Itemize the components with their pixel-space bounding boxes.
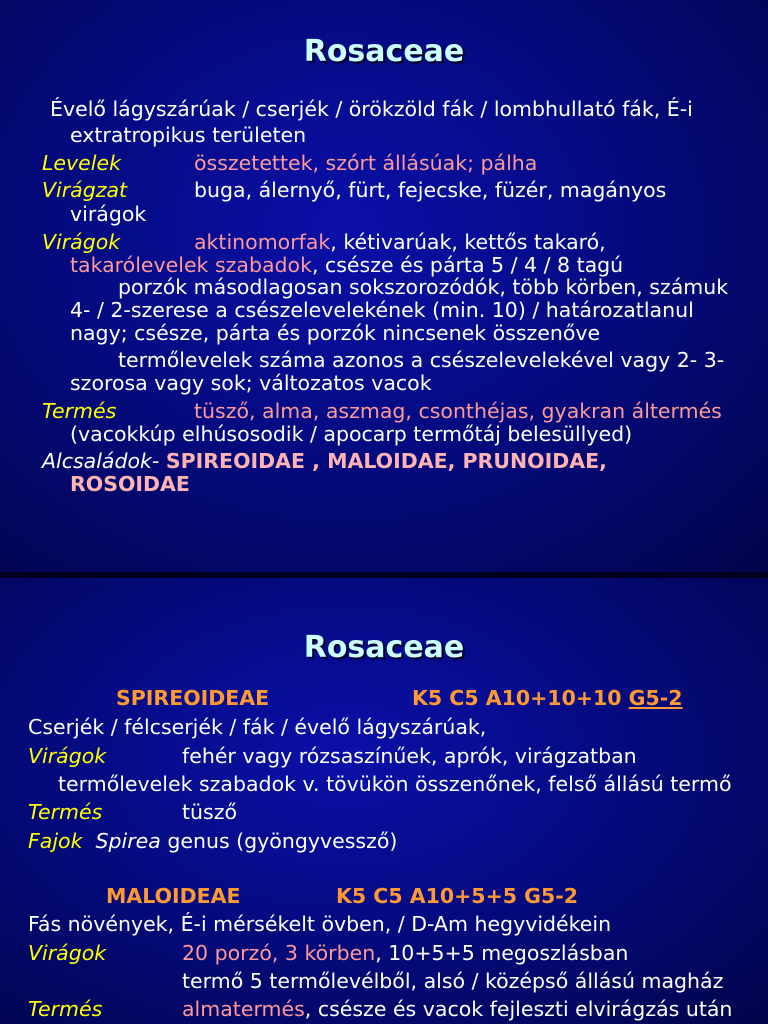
fajok-line: Fajok Spirea genus (gyöngyvessző)	[28, 829, 398, 853]
viragzat-text: virágok	[70, 202, 147, 226]
termes-text: (vacokkúp elhúsosodik / apocarp termőtáj belesüllyed)	[70, 422, 633, 446]
spireoideae-line: termőlevelek szabadok v. tövükön összenőnek, felső állású termő	[58, 772, 732, 796]
termes-text: tüsző, alma, aszmag, csonthéjas, gyakran áltermés	[194, 399, 722, 423]
subfamily-name: MALOIDEAE	[106, 884, 241, 908]
flower-formula: K5 C5 A10+10+10 G5-2	[412, 686, 683, 710]
subfamily-name: SPIREOIDEAE	[116, 686, 270, 710]
termes-text: almatermés, csésze és vacok fejleszti elvirágzás után	[182, 997, 733, 1021]
viragok-line: 4- / 2-szerese a csészelevelekének (min. 10) / határozatlanul	[70, 298, 694, 322]
viragok-label: Virágok	[28, 941, 107, 965]
spireoideae-line: fehér vagy rózsaszínűek, aprók, virágzatban	[182, 744, 637, 768]
intro-line: extratropikus területen	[70, 123, 307, 147]
viragok-label: Virágok	[42, 230, 121, 254]
levelek-label: Levelek	[42, 151, 121, 175]
viragzat-label: Virágzat	[42, 178, 128, 202]
viragok-line: porzók másodlagosan sokszorozódók, több körben, számuk	[118, 275, 729, 299]
viragok-line: aktinomorfak, kétivarúak, kettős takaró,	[194, 230, 606, 254]
viragok-label: Virágok	[28, 744, 107, 768]
termes-label: Termés	[42, 399, 117, 423]
intro-line: Évelő lágyszárúak / cserjék / örökzöld fák / lombhullató fák, É-i	[50, 97, 693, 121]
viragok-line: nagy; csésze, párta és porzók nincsenek összenőve	[70, 321, 601, 345]
alcsaladok-text: ROSOIDAE	[70, 472, 190, 496]
viragok-line: termőlevelek száma azonos a csészelevelekével vagy 2- 3-	[118, 348, 725, 372]
slide-title: Rosaceae	[303, 34, 465, 69]
levelek-text: összetettek, szórt állásúak; pálha	[194, 151, 538, 175]
viragzat-text: buga, álernyő, fürt, fejecske, füzér, magányos	[194, 178, 667, 202]
alcsaladok-line: Alcsaládok- SPIREOIDAE , MALOIDAE, PRUNOIDAE,	[42, 449, 607, 473]
slide-title: Rosaceae	[303, 630, 465, 665]
termes-label: Termés	[28, 997, 103, 1021]
maloideae-line: 20 porzó, 3 körben, 10+5+5 megoszlásban	[182, 941, 629, 965]
maloideae-line: Fás növények, É-i mérsékelt övben, / D-Am hegyvidékein	[28, 912, 612, 936]
flower-formula: K5 C5 A10+5+5 G5-2	[336, 884, 579, 908]
termes-text: tüsző	[182, 800, 238, 824]
viragok-line: szorosa vagy sok; változatos vacok	[70, 371, 432, 395]
viragok-line: takarólevelek szabadok, csésze és párta 5 / 4 / 8 tagú	[70, 253, 624, 277]
slide-2	[0, 578, 768, 1024]
maloideae-line: termő 5 termőlevélből, alsó / középső állású magház	[182, 969, 724, 993]
spireoideae-line: Cserjék / félcserjék / fák / évelő lágyszárúak,	[28, 715, 487, 739]
termes-label: Termés	[28, 800, 103, 824]
